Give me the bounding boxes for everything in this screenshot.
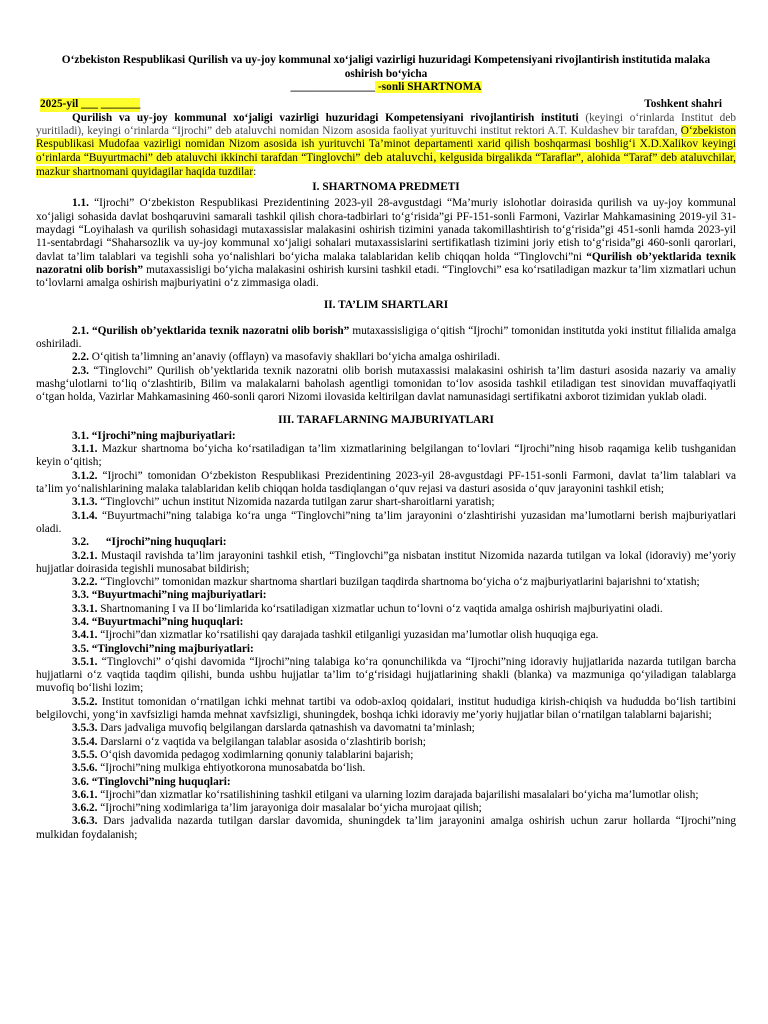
- clause-text: Darslarni o‘z vaqtida va belgilangan talablar asosida o‘zlashtirib borish;: [97, 735, 426, 748]
- section-1-title: I. SHARTNOMA PREDMETI: [312, 181, 460, 194]
- clause-text: “Ijrochi”ning mulkiga ehtiyotkorona munosabatda bo‘lish.: [97, 762, 366, 775]
- clause-number: 3.5.5.: [72, 748, 98, 761]
- contract-document: [36, 52, 736, 842]
- clause-number: 3.5.4.: [72, 735, 98, 748]
- clause-text: Dars jadvalida nazarda tutilgan darslar davomida, shuningdek ta’lim jarayonini amalga oshirish uchun zarur hollarda “Ijrochi”ning mulkidan foydalanish;: [36, 815, 736, 841]
- clause-3-5-2: [36, 696, 736, 723]
- clause-number: 3.3.1.: [72, 602, 98, 615]
- clause-3-1-4: [36, 510, 736, 537]
- clause-3-5-1: [36, 656, 736, 696]
- clause-text: Mustaqil ravishda ta’lim jarayonini tashkil etish, “Tinglovchi”ga nisbatan institut Nizomida nazarda tutilgan va lokal (idoraviy) me’yoriy hujjatlar doirasida tegishli munosabat bildirish;: [36, 549, 736, 575]
- clause-3-5-5: [36, 749, 736, 762]
- clause-3-2-1: [36, 550, 736, 577]
- clause-1-1: [36, 197, 736, 290]
- contract-city: Toshkent shahri: [644, 98, 722, 111]
- clause-3-5-4: [36, 736, 736, 749]
- clause-number: 3.5.2.: [72, 695, 98, 708]
- clause-number: 2.3.: [72, 364, 89, 377]
- institute-name: Qurilish va uy-joy kommunal xo‘jaligi vazirligi huzuridagi Kompetensiyani rivojlantirish instituti: [72, 111, 579, 124]
- section-3-title: III. TARAFLARNING MAJBURIYATLARI: [278, 413, 494, 426]
- date-city-line: [36, 98, 736, 111]
- clause-text: “Buyurtmachi”ning talabiga ko‘ra unga “Tinglovchi”ning ta’lim jarayonini o‘zlashtirishi yuzasidan ma’lumotlarni berish majburiyatlari oladi.: [36, 509, 736, 535]
- clause-number: 2.2.: [72, 351, 89, 364]
- clause-3-6-2: [36, 802, 736, 815]
- clause-text: Dars jadvaliga muvofiq belgilangan darslarda qatnashish va davomatni ta’minlash;: [97, 722, 475, 735]
- contract-number-blank: _______________: [290, 81, 376, 93]
- clause-3-2-2: [36, 576, 736, 589]
- clause-text: “Ijrochi”ning xodimlariga ta’lim jarayoniga doir masalalar bo‘yicha murojaat qilish;: [97, 802, 482, 815]
- intro-parties-text: kelgusida birgalikda “Taraflar”, alohida “Taraf” deb ataluvchilar, mazkur shartnomani quyidagilar haqida tuzdilar: [36, 152, 736, 178]
- clause-3-5-6: [36, 762, 736, 775]
- clause-text: Institut tomonidan o‘rnatilgan ichki mehnat tartibi va odob-axloq qoidalari, institut hududiga kirish-chiqish va hududda bo‘lish tartibini belgilovchi, yong‘in xavfsizligi hamda mehnat xavfsizligi, shuningdek, boshqa ichki idoraviy me’yoriy hujjatlar bilan o‘rnatilgan talablarni bajarishi;: [36, 695, 736, 722]
- section-2-title: II. TA’LIM SHARTLARI: [323, 299, 449, 312]
- clause-number: 3.1.4.: [72, 509, 98, 522]
- clause-number: 3.2.1.: [72, 549, 98, 562]
- clause-number: 3.4.1.: [72, 629, 98, 642]
- subsection-3-3-title: 3.3. “Buyurtmachi”ning majburiyatlari:: [72, 589, 267, 602]
- clause-number: 3.5.6.: [72, 762, 98, 775]
- specialty-name: “Qurilish ob’yektlarida texnik nazoratni olib borish”: [36, 250, 736, 276]
- document-heading: O‘zbekiston Respublikasi Qurilish va uy-joy kommunal xo‘jaligi vazirligi huzuridagi Kompetensiyani rivojlantirish institutida malaka oshirish bo‘yicha: [61, 54, 711, 80]
- clause-number: 3.5.1.: [72, 655, 98, 668]
- intro-end: :: [253, 165, 257, 178]
- intro-listener-text: deb ataluvchi,: [360, 150, 437, 165]
- clause-number: 3.1.3.: [72, 496, 98, 509]
- clause-3-3-1: [36, 603, 736, 616]
- clause-3-6-3: [36, 815, 736, 842]
- clause-number: 3.5.3.: [72, 722, 98, 735]
- clause-number: 3.6.1.: [72, 788, 98, 801]
- clause-number: 2.1.: [72, 324, 89, 337]
- clause-3-4-1: [36, 629, 736, 642]
- clause-text: Shartnomaning I va II bo‘limlarida ko‘rsatiladigan xizmatlar uchun to‘lovni o‘z vaqtida amalga oshirish majburiyatini oladi.: [97, 602, 663, 615]
- clause-3-1-3: [36, 496, 736, 509]
- subsection-3-1-title: 3.1. “Ijrochi”ning majburiyatlari:: [72, 429, 236, 442]
- clause-number: 1.1.: [72, 197, 89, 210]
- clause-2-2: [36, 351, 736, 364]
- clause-text: “Tinglovchi” uchun institut Nizomida nazarda tutilgan zarur shart-sharoitlarni yaratish;: [97, 496, 495, 509]
- subsection-3-5-title: 3.5. “Tinglovchi”ning majburiyatlari:: [72, 642, 254, 655]
- clause-number: 3.6.2.: [72, 802, 98, 815]
- clause-text: “Ijrochi”dan xizmatlar ko‘rsatilishining tashkil etilgani va ularning lozim darajada bajarilishi masalalari bo‘yicha ma’lumotlar olish;: [97, 788, 699, 801]
- clause-3-5-3: [36, 722, 736, 735]
- clause-2-3: [36, 365, 736, 405]
- clause-text: “Ijrochi”dan xizmatlar ko‘rsatilishi qay darajada tashkil etilganligi yuzasidan ma’lumotlar olish huquqiga ega.: [97, 629, 599, 642]
- clause-text: mutaxassisligiga o‘qitish “Ijrochi” tomonidan institutda yoki institut filialida amalga oshiriladi.: [36, 324, 736, 351]
- clause-number: 3.1.1.: [72, 443, 98, 456]
- clause-text: “Tinglovchi” o‘qishi davomida “Ijrochi”ning talabiga ko‘ra qonunchilikda va “Ijrochi”ning idoraviy hujjatlarida nazarda tutilgan barcha hujjatlarni o‘z vaqtida taqdim qilishi, bunda ushbu hujjatlar ta’lim to‘g‘risidagi hujjatlarining shakli (blanka) va mazmuniga qo‘yiladigan talablarga muvofiq bo‘lishi lozim;: [36, 655, 736, 695]
- clause-text: O‘qish davomida pedagog xodimlarning qonuniy talablarini bajarish;: [97, 748, 414, 761]
- clause-text: O‘qitish ta’limning an’anaviy (offlayn) va masofaviy shakllari bo‘yicha amalga oshiriladi.: [88, 351, 501, 364]
- subsection-3-2-title: 3.2. “Ijrochi”ning huquqlari:: [72, 536, 227, 549]
- clause-text: mutaxassisligi bo‘yicha malakasini oshirish kursini tashkil etadi. “Tinglovchi” esa ko‘rsatiladigan mazkur ta’lim xizmatlari uchun to‘lovlarni amalga oshirish majburiyatini o‘z zimmasiga oladi.: [36, 263, 736, 290]
- subsection-3-6-title: 3.6. “Tinglovchi”ning huquqlari:: [72, 775, 231, 788]
- clause-text: “Tinglovchi” tomonidan mazkur shartnoma shartlari buzilgan taqdirda shartnoma bo‘yicha o‘z majburiyatlarini bajarishni to‘xtatish;: [97, 576, 700, 589]
- contract-title: -sonli SHARTNOMA: [375, 81, 482, 93]
- intro-executor-text: (keyingi o‘rinlarda Institut deb yuritiladi), keyingi o‘rinlarda “Ijrochi” deb ataluvchi nomidan Nizom asosida faoliyat yurituvchi institut rektori A.T. Kuldashev bir tarafdan,: [36, 111, 736, 137]
- contract-date: 2025-yil ___ _______: [40, 98, 141, 111]
- clause-text: Mazkur shartnoma bo‘yicha ko‘rsatiladigan ta’lim xizmatlarining belgilangan to‘lovlari “Ijrochi”ning hisob raqamiga kelib tushganidan keyin o‘qitish;: [36, 443, 736, 469]
- clause-text: “Tinglovchi” Qurilish ob’yektlarida texnik nazoratni olib borish mutaxassisi malakasini oshirish ta’lim dasturi asosida nazariy va amaliy mashg‘ulotlarni to‘liq o‘zlashtirib, Bilim va malakalarni baholash agentligi tomonidan to‘lov asosida tashkil etiladigan test sinovidan muvaffaqiyatli o‘tgan holda, Vazirlar Mahkamasining 460-sonli qarori Nizomi ilovasida keltirilgan davlat namunasidagi sertifikatni axborot tizimidan yuklab oladi.: [36, 364, 736, 404]
- clause-number: 3.2.2.: [72, 576, 98, 589]
- clause-number: 3.1.2.: [72, 469, 98, 482]
- intro-paragraph: [36, 112, 736, 179]
- clause-2-1: [36, 325, 736, 352]
- contract-title-line: [36, 81, 736, 94]
- clause-3-1-2: [36, 470, 736, 497]
- clause-3-1-1: [36, 443, 736, 470]
- clause-number: 3.6.3.: [72, 815, 98, 828]
- specialty-name: “Qurilish ob’yektlarida texnik nazoratni olib borish”: [88, 324, 350, 337]
- subsection-3-4-title: 3.4. “Buyurtmachi”ning huquqlari:: [72, 615, 244, 628]
- intro-customer-text: O‘zbekiston Respublikasi Mudofaa vazirligi nomidan Nizom asosida ish yurituvchi Ta’minot departamenti xarid qilish boshqarmasi boshlig‘i X.D.Xalikov keyingi o‘rinlarda “Buyurtmachi” deb ataluvchi ikkinchi tarafdan “Tinglovchi”: [36, 124, 736, 165]
- clause-3-6-1: [36, 789, 736, 802]
- clause-text: “Ijrochi” O‘zbekiston Respublikasi Prezidentining 2023-yil 28-avgustdagi “Ma’muriy islohotlar doirasida qurilish va uy-joy kommunal xo‘jaligi sohasida davlat boshqaruvini samarali tashkil qilish chora-tadbirlari to‘g‘risida”gi PF-151-sonli Farmoni, Vazirlar Mahkamasining 2019-yil 31-maydagi “Loyihalash va qurilish sohasidagi mutaxassislar malakasini oshirish tizimini yanada takomillashtirish to‘g‘risida”gi 451-sonli hamda 2023-yil 11-sentabrdagi “Shaharsozlik va uy-joy kommunal xo‘jaligi sohalari mutaxassislarini sertifikatlash tizimini joriy etish to‘g‘risida”gi 460-sonli qarorlari, davlat ta’lim talablari va tegishli soha yo‘nalishlari bo‘yicha malaka talablaridan kelib chiqqan holda “Tinglovchi”ni: [36, 197, 736, 263]
- clause-text: “Ijrochi” tomonidan O‘zbekiston Respublikasi Prezidentining 2023-yil 28-avgustdagi PF-151-sonli Farmoni, davlat ta’lim talablari va ta’lim yo‘nalishlarining malaka talablaridan kelib chiqqan holda tasdiqlangan o‘quv rejasi va dasturi asosida o‘quv jarayonini tashkil etish;: [36, 469, 736, 496]
